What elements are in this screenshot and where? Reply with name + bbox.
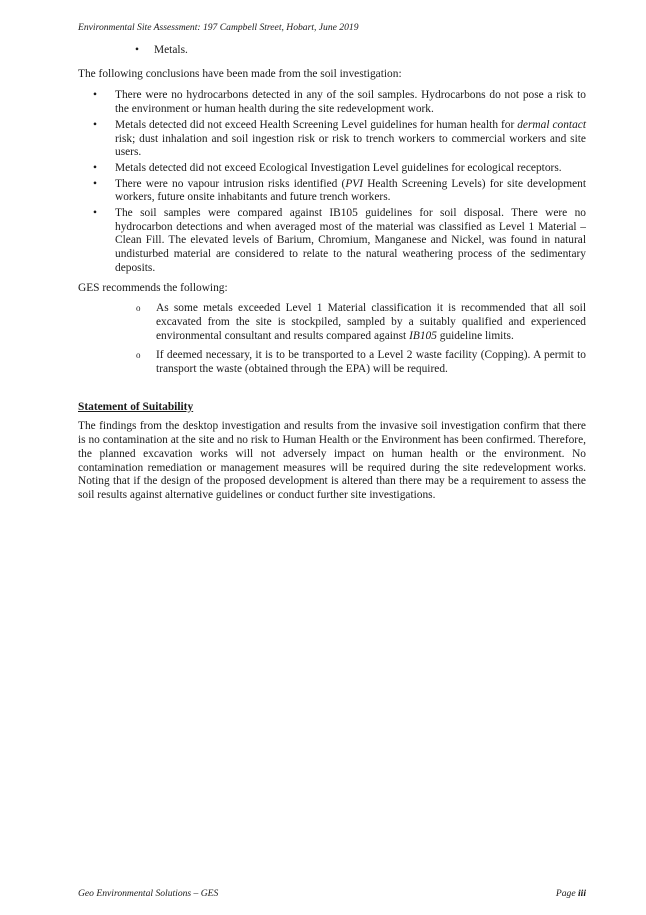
- bullet-icon: •: [93, 89, 97, 102]
- bullet-icon: •: [93, 207, 97, 220]
- conclusions-list: [78, 89, 586, 275]
- list-item-text: There were no hydrocarbons detected in any of the soil samples. Hydrocarbons do not pose a risk to the environment or human health during the site redevelopment work.: [115, 89, 586, 116]
- page-number-value: iii: [578, 888, 586, 899]
- bullet-icon: •: [135, 44, 139, 56]
- list-item-text: If deemed necessary, it is to be transported to a Level 2 waste facility (Copping). A permit to transport the waste (obtained through the EPA) will be required.: [156, 349, 586, 376]
- list-item-text: As some metals exceeded Level 1 Material classification it is recommended that all soil excavated from the site is stockpiled, sampled by a suitably qualified and experienced environmental consultant and results compared against: [156, 302, 586, 342]
- recommendations-lead: GES recommends the following:: [78, 281, 228, 294]
- section-paragraph: The findings from the desktop investigation and results from the invasive soil investigation confirm that there is no contamination at the site and no risk to Human Health or the Environment has been confirmed. Therefore, the planned excavation works will not adversely impact on human health or the environment. No contamination remediation or management measures will be required during the site redevelopment works. Noting that if the design of the proposed development is altered than there may be a requirement to assess the soil results against alternative guidelines or conduct further site investigations.: [78, 420, 586, 501]
- conclusion-item-health-screening: [78, 119, 586, 160]
- list-item-text: guideline limits.: [436, 329, 514, 342]
- recommendation-item-transport: [78, 349, 586, 376]
- page-footer: [78, 888, 586, 899]
- list-item-text: Metals detected did not exceed Ecological Investigation Level guidelines for ecological receptors.: [115, 161, 562, 174]
- list-item-text: Health Screening Levels) for site development workers, future onsite inhabitants and future trench workers.: [115, 177, 586, 204]
- recommendations-list: [78, 302, 586, 377]
- bullet-icon: •: [93, 161, 97, 174]
- conclusion-item-ib105: [78, 207, 586, 276]
- recommendation-item-stockpile: [78, 302, 586, 343]
- italic-term: dermal contact: [517, 118, 586, 131]
- page-label: Page: [555, 888, 576, 899]
- page-number: [556, 888, 586, 899]
- list-item-text: The soil samples were compared against IB105 guidelines for soil disposal. There were no hydrocarbon detections and when averaged most of the material was classified as Level 1 Material – Clean Fill. The elevated levels of Barium, Chromium, Manganese and Nickel, was found in natural undisturbed material are considered to relate to the natural weathering process of the sedimentary deposits.: [115, 207, 586, 274]
- italic-term: IB105: [409, 329, 437, 342]
- conclusion-item-vapour: [78, 178, 586, 205]
- bullet-icon: •: [93, 177, 97, 190]
- list-item-text: Metals detected did not exceed Health Screening Level guidelines for human health for: [115, 118, 518, 131]
- conclusion-item-ecological: [78, 162, 586, 176]
- document-body: [78, 44, 586, 503]
- conclusions-lead: The following conclusions have been made from the soil investigation:: [78, 67, 402, 80]
- footer-company: Geo Environmental Solutions – GES: [78, 888, 219, 899]
- circle-bullet-icon: o: [136, 303, 141, 314]
- list-item-text: There were no vapour intrusion risks identified (: [115, 177, 346, 190]
- conclusion-item-hydrocarbons: [78, 89, 586, 116]
- circle-bullet-icon: o: [136, 350, 141, 361]
- page-header: Environmental Site Assessment: 197 Campbell Street, Hobart, June 2019: [78, 22, 359, 33]
- section-heading: Statement of Suitability: [78, 400, 194, 413]
- list-item-text: Metals.: [154, 44, 188, 56]
- bullet-icon: •: [93, 118, 97, 131]
- italic-term: PVI: [345, 177, 364, 190]
- list-item-metals: [135, 44, 586, 58]
- list-item-text: risk; dust inhalation and soil ingestion risk or risk to trench workers to commercial workers and site users.: [115, 132, 586, 159]
